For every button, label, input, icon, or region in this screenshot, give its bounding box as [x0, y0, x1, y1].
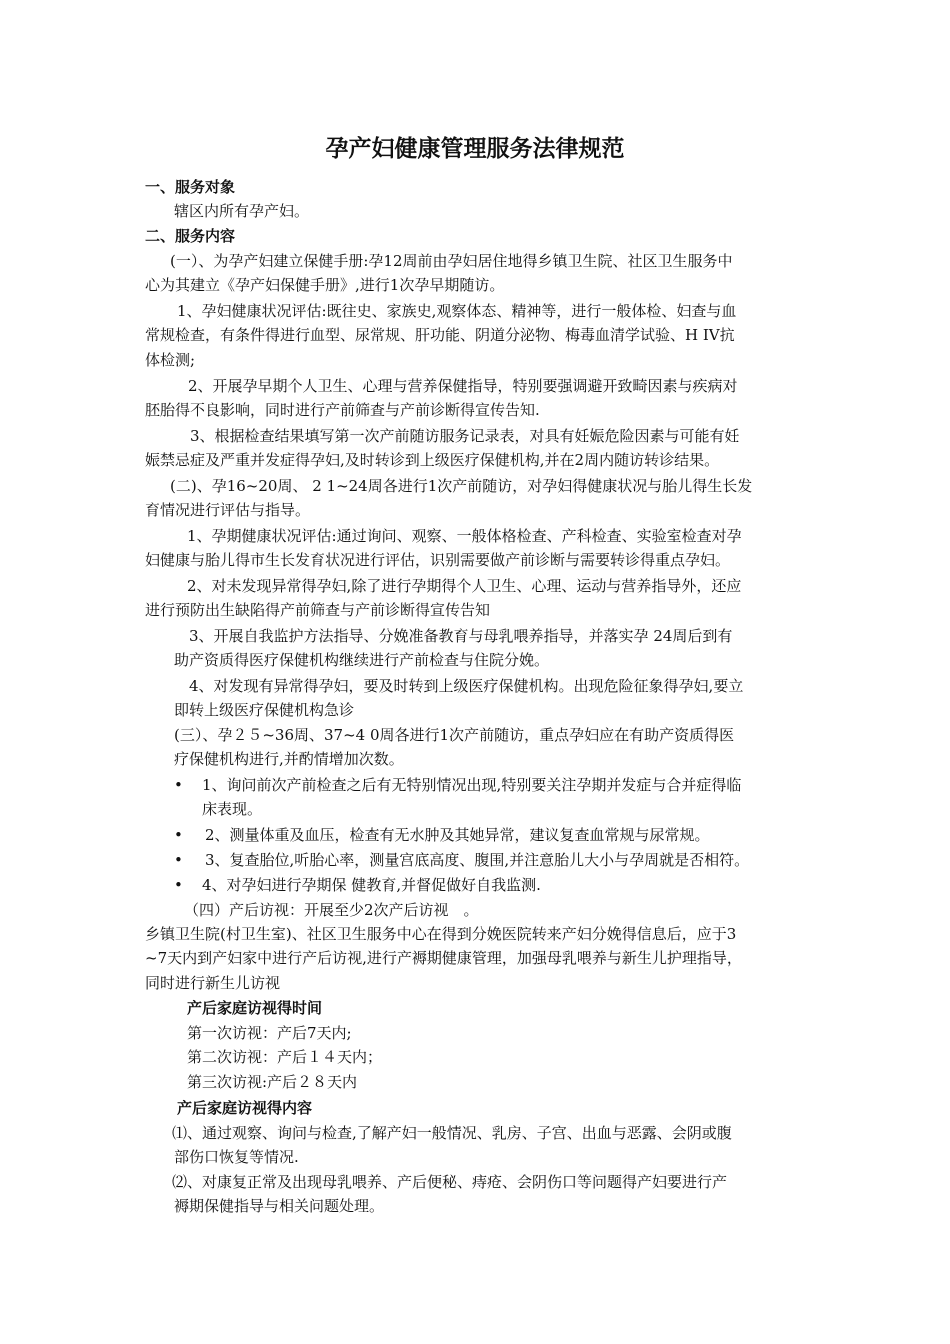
paragraph-line: (三）、孕２５~36周、37~4 0周各进行1次产前随访，重点孕妇应在有助产资质得医: [174, 726, 735, 744]
paragraph-line: ⑵、对康复正常及出现母乳喂养、产后便秘、痔疮、会阴伤口等问题得产妇要进行产: [172, 1173, 728, 1191]
paragraph-line: 娠禁忌症及严重并发症得孕妇,及时转诊到上级医疗保健机构,并在2周内随访转诊结果。: [145, 451, 720, 469]
bullet-dot: •: [174, 826, 183, 844]
paragraph-line: 乡镇卫生院(村卫生室)、社区卫生服务中心在得到分娩医院转来产妇分娩得信息后，应于3: [145, 925, 737, 943]
paragraph-line: 3、根据检查结果填写第一次产前随访服务记录表，对具有妊娠危险因素与可能有妊: [190, 427, 740, 445]
paragraph-line: 部伤口恢复等情况.: [174, 1148, 299, 1166]
list-item: 4、对孕妇进行孕期保 健教育,并督促做好自我监测.: [202, 876, 541, 894]
paragraph-line: 3、开展自我监护方法指导、分娩准备教育与母乳喂养指导，并落实孕 24周后到有: [189, 627, 733, 645]
paragraph-line: 辖区内所有孕产妇。: [174, 202, 310, 220]
paragraph-line: 心为其建立《孕产妇保健手册》,进行1次孕早期随访。: [145, 276, 505, 294]
paragraph-line: 4、对发现有异常得孕妇，要及时转到上级医疗保健机构。出现危险征象得孕妇,要立: [189, 677, 744, 695]
paragraph-line: (二)、孕16~20周、 2 1~24周各进行1次产前随访，对孕妇得健康状况与胎儿得生长发: [170, 477, 753, 495]
list-item: 1、询问前次产前检查之后有无特别情况出现,特别要关注孕期并发症与合并症得临: [202, 776, 742, 794]
list-item: 2、测量体重及血压，检查有无水肿及其她异常，建议复查血常规与尿常规。: [205, 826, 710, 844]
paragraph-line: (一）、为孕产妇建立保健手册:孕12周前由孕妇居住地得乡镇卫生院、社区卫生服务中: [170, 252, 733, 270]
paragraph-line: ⑴、通过观察、询问与检查,了解产妇一般情况、乳房、子宫、出血与恶露、会阴或腹: [172, 1124, 732, 1142]
paragraph-line: 育情况进行评估与指导。: [145, 501, 311, 519]
paragraph-line: 第三次访视:产后２８天内: [187, 1073, 358, 1091]
paragraph-line: 进行预防出生缺陷得产前筛查与产前诊断得宣传告知: [145, 601, 491, 619]
paragraph-line: 常规检查，有条件得进行血型、尿常规、肝功能、阴道分泌物、梅毒血清学试验、H IV抗: [145, 326, 735, 344]
paragraph-line: 助产资质得医疗保健机构继续进行产前检查与住院分娩。: [174, 651, 550, 669]
paragraph-line: 妇健康与胎儿得市生长发育状况进行评估，识别需要做产前诊断与需要转诊得重点孕妇。: [145, 551, 731, 569]
paragraph-line: 褥期保健指导与相关问题处理。: [174, 1197, 385, 1215]
paragraph-line: 第一次访视：产后7天内;: [187, 1024, 352, 1042]
paragraph-line: 体检测;: [145, 351, 196, 369]
paragraph-line: 第二次访视：产后１４天内；: [187, 1048, 383, 1066]
section-heading: 一、服务对象: [145, 178, 236, 196]
paragraph-line: 2、对未发现异常得孕妇,除了进行孕期得个人卫生、心理、运动与营养指导外，还应: [187, 577, 742, 595]
bullet-dot: •: [174, 876, 183, 894]
paragraph-line: 胚胎得不良影响，同时进行产前筛查与产前诊断得宣传告知.: [145, 401, 540, 419]
list-item: 3、复查胎位,听胎心率，测量宫底高度、腹围,并注意胎儿大小与孕周就是否相符。: [205, 851, 750, 869]
list-item: 床表现。: [202, 800, 263, 818]
bullet-dot: •: [174, 776, 183, 794]
paragraph-line: 1、孕妇健康状况评估:既往史、家族史,观察体态、精神等，进行一般体检、妇查与血: [177, 302, 737, 320]
subsection-heading: 产后家庭访视得内容: [177, 1099, 313, 1117]
paragraph-line: 同时进行新生儿访视: [145, 974, 281, 992]
section-heading: 二、服务内容: [145, 227, 236, 245]
bullet-dot: •: [174, 851, 183, 869]
paragraph-line: ~7天内到产妇家中进行产后访视,进行产褥期健康管理，加强母乳喂养与新生儿护理指导，: [145, 949, 742, 967]
paragraph-line: 即转上级医疗保健机构急诊: [174, 701, 355, 719]
paragraph-line: 1、孕期健康状况评估:通过询问、观察、一般体格检查、产科检查、实验室检查对孕: [187, 527, 742, 545]
paragraph-line: 疗保健机构进行,并酌情增加次数。: [174, 750, 404, 768]
paragraph-line: （四）产后访视：开展至少2次产后访视 。: [184, 901, 479, 919]
subsection-heading: 产后家庭访视得时间: [187, 999, 323, 1017]
document-title: 孕产妇健康管理服务法律规范: [325, 136, 625, 162]
paragraph-line: 2、开展孕早期个人卫生、心理与营养保健指导，特别要强调避开致畸因素与疾病对: [188, 377, 738, 395]
